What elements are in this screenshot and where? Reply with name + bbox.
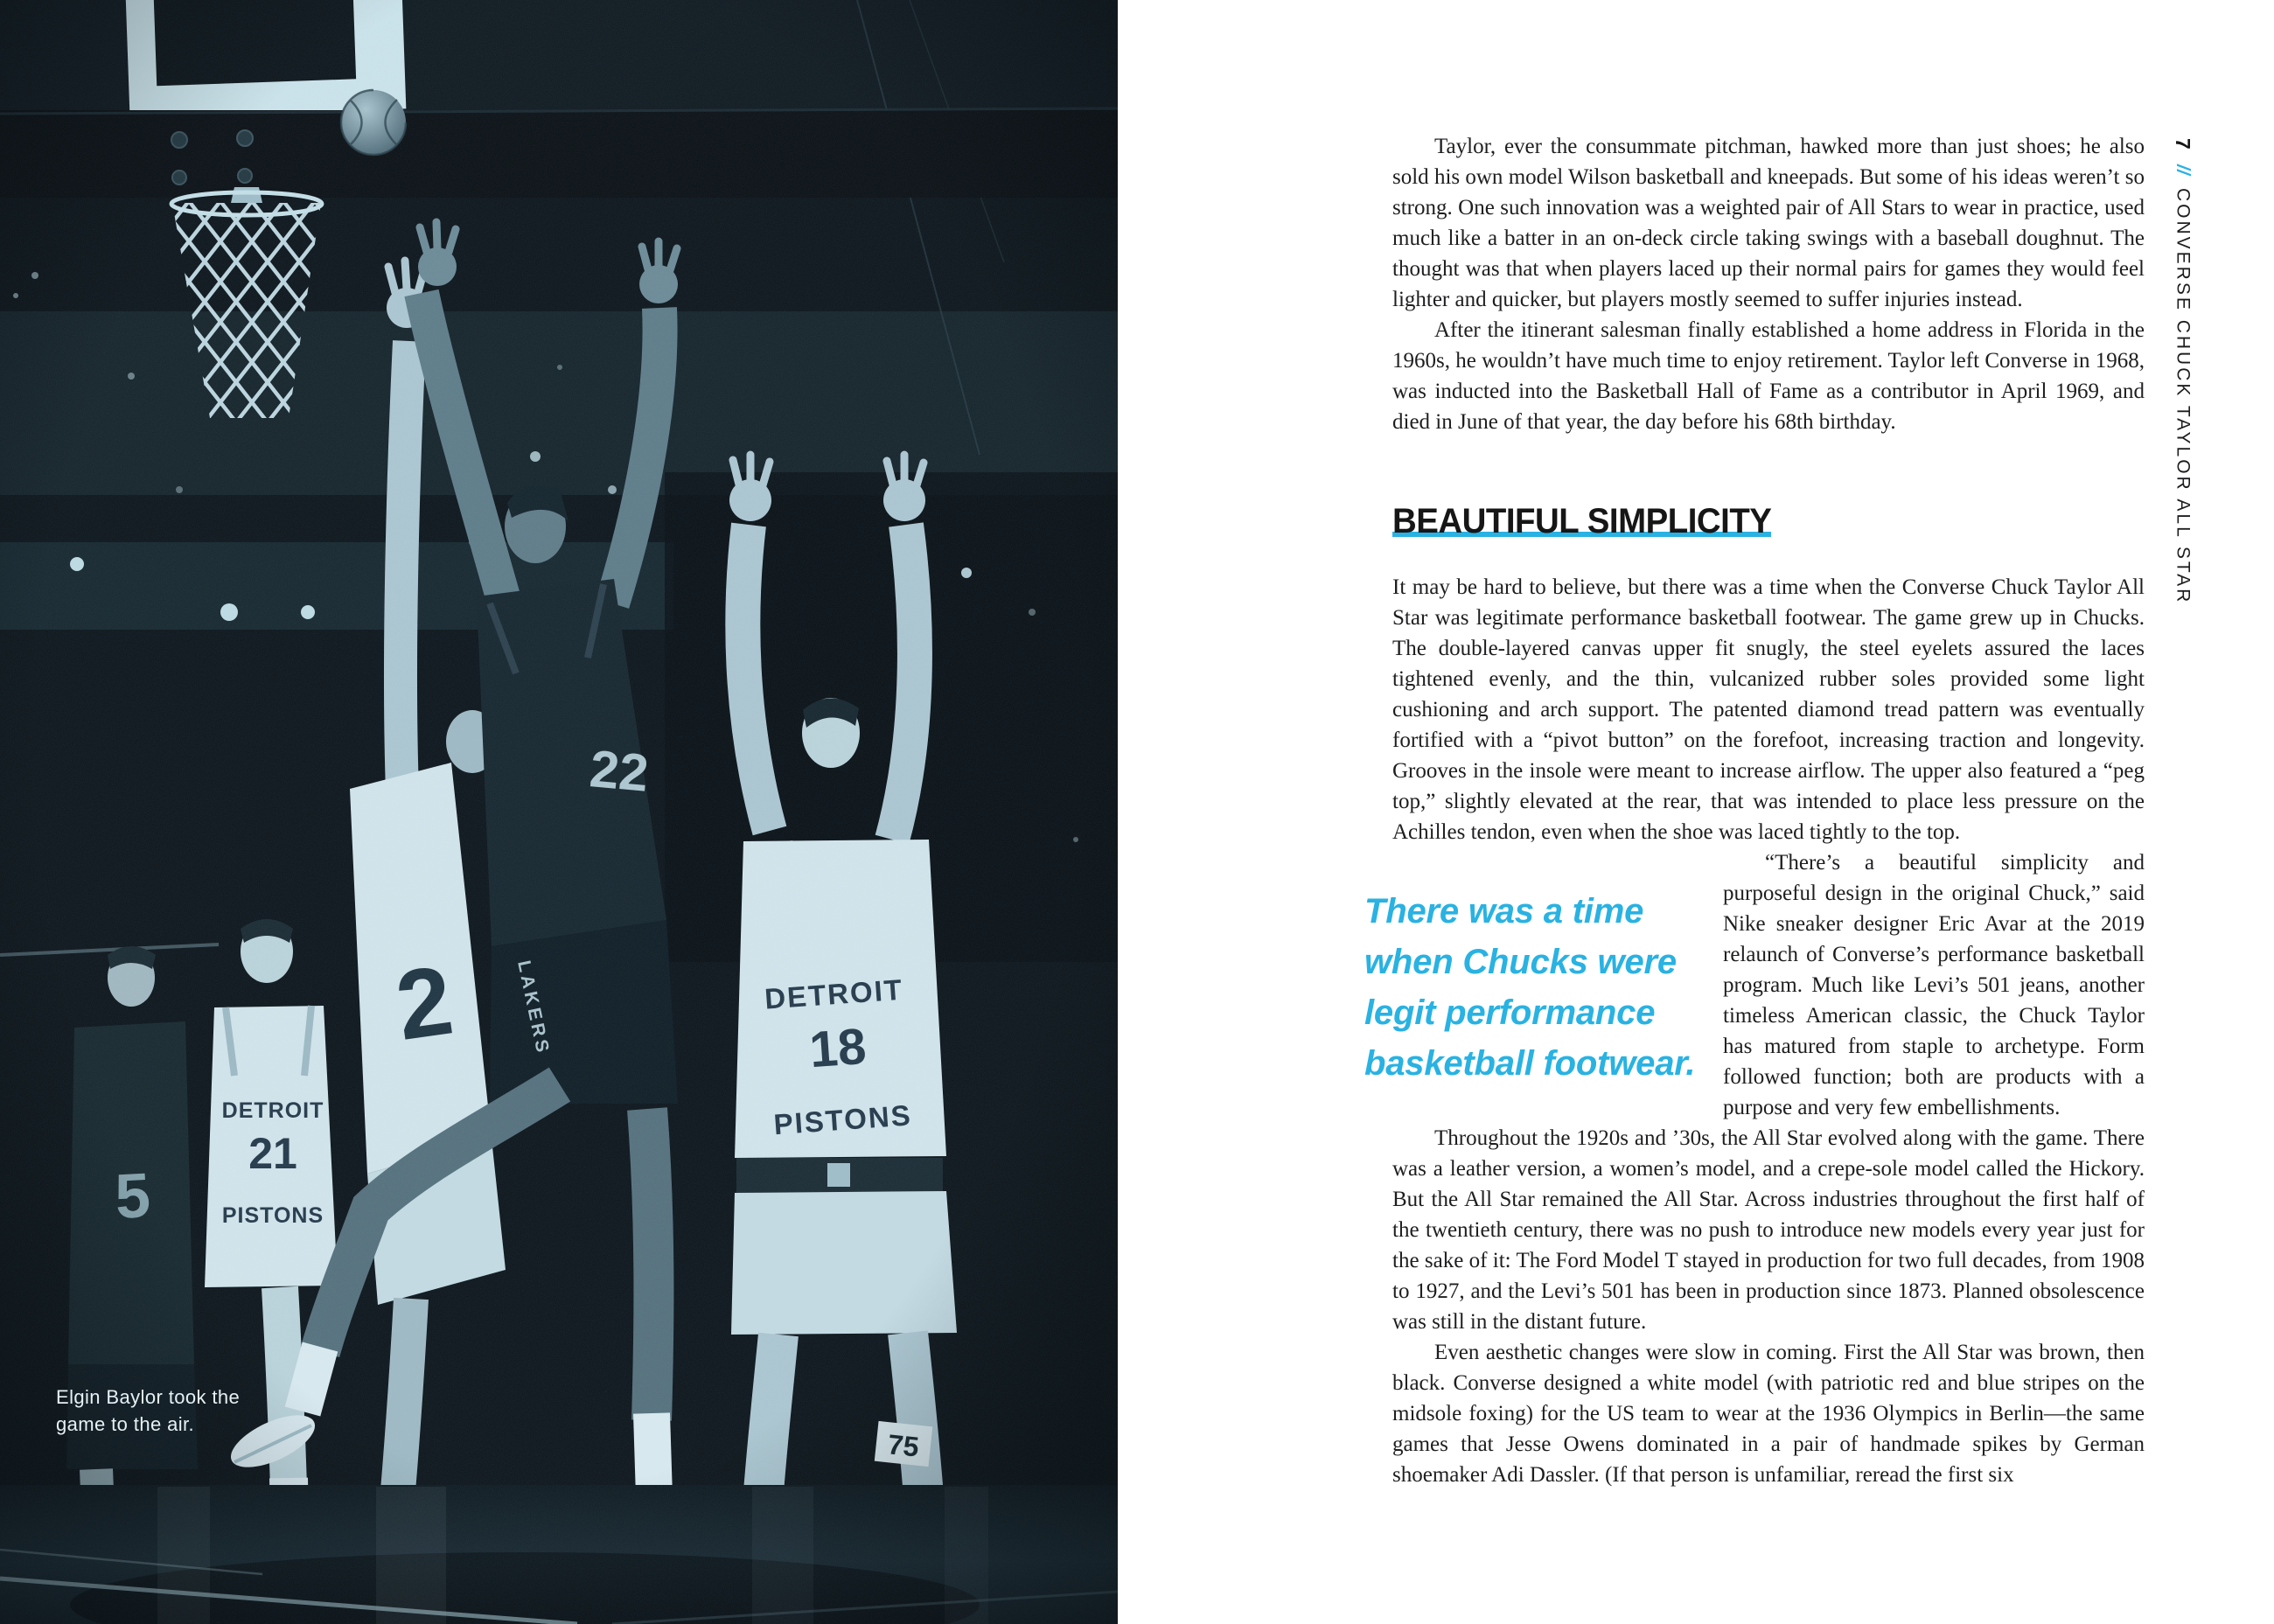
paragraph-evolution: Throughout the 1920s and ’30s, the All Star evolved along with the game. There was a leather version, a women’s model, and a crepe-sole model called the Hickory. But the All Star remained the All Star. Across industries throughout the first half of the twentieth century, there was no push to introduce new models every year just for the sake of it: The Ford Model T stayed in production for two full decades, from 1908 to 1927, and the Levi’s 501 has been in production since 1873. Planned obsolescence was still in the distant future. (1392, 1126, 2145, 1334)
pull-quote-line: basketball footwear. (1364, 1044, 1696, 1083)
paragraph-text: “There’s a beautiful simplicity and purposeful design in the original Chuck,” said Nike sneaker designer Eric Avar at the 2019 relaunch of Converse’s performance basketball program. Much like Levi’s 501 jeans, another timeless American classic, the Chuck Taylor has matured from staple to archetype. Form followed function; both are products with a purpose and very few embellishments. (1723, 851, 2145, 1119)
page-number: 7 (2172, 138, 2194, 150)
running-header (2171, 138, 2194, 605)
slash-separator: // (2173, 164, 2194, 175)
running-title: CONVERSE CHUCK TAYLOR ALL STAR (2173, 188, 2194, 605)
photo-caption-line: Elgin Baylor took the (56, 1386, 241, 1408)
paragraph-retirement: After the itinerant salesman finally established a home address in Florida in the 1960s, he wouldn’t have much time to enjoy retirement. Taylor left Converse in 1968, was inducted into the Basketball Hall of Fame as a contributor in April 1969, and died in June of that year, the day before his 68th birthday. (1392, 318, 2145, 434)
paragraph-taylor-pitchman: Taylor, ever the consummate pitchman, hawked more than just shoes; he also sold his own model Wilson basketball and kneepads. But some of his ideas weren’t so strong. One such innovation was a weighted pair of All Stars to wear in practice, used much like a batter in an on-deck circle taking swings with a baseball doughnut. The thought was that when players laced up their normal pairs for games they would feel lighter and quicker, but players mostly seemed to suffer injuries instead. (1392, 135, 2145, 311)
paragraph-aesthetic-changes: Even aesthetic changes were slow in coming. First the All Star was brown, then black. Converse designed a white model (with patriotic red and blue stripes on the midsole foxing) for the US team to wear at the 1936 Olympics in Berlin—the same games that Jesse Owens dominated in a pair of handmade spikes by German shoemaker Adi Dassler. (If that person is unfamiliar, reread the first six (1392, 1341, 2145, 1487)
photo-caption (56, 1384, 240, 1438)
pull-quote-line: legit performance (1364, 993, 1656, 1032)
paragraph-eric-avar (1364, 847, 2145, 1123)
pull-quote-line: when Chucks were (1364, 943, 1677, 981)
photo-caption-line: game to the air. (56, 1413, 195, 1435)
vignette (0, 0, 1118, 1624)
basketball-photo-art (0, 0, 1118, 1624)
pull-quote (1322, 847, 1707, 1119)
pull-quote-line: There was a time (1364, 892, 1644, 930)
section-heading-wrap (1392, 437, 2145, 572)
section-heading: BEAUTIFUL SIMPLICITY (1392, 502, 1772, 540)
basketball-photo (0, 0, 1118, 1624)
paragraph-beautiful-simplicity: It may be hard to believe, but there was a time when the Converse Chuck Taylor All Star was legitimate performance basketball footwear. The game grew up in Chucks. The double-layered canvas upper fit snugly, the steel eyelets assured the laces tightened evenly, and the thin, vulcanized rubber soles provided some light cushioning and arch support. The patented diamond tread pattern was eventually fortified with a “pivot button” on the forefoot, increasing traction and longevity. Grooves in the insole were meant to increase airflow. The upper also featured a “peg top,” slightly elevated at the rear, that was intended to place less pressure on the Achilles tendon, even when the shoe was laced tightly to the top. (1392, 575, 2145, 844)
article-column (1364, 0, 2145, 1490)
